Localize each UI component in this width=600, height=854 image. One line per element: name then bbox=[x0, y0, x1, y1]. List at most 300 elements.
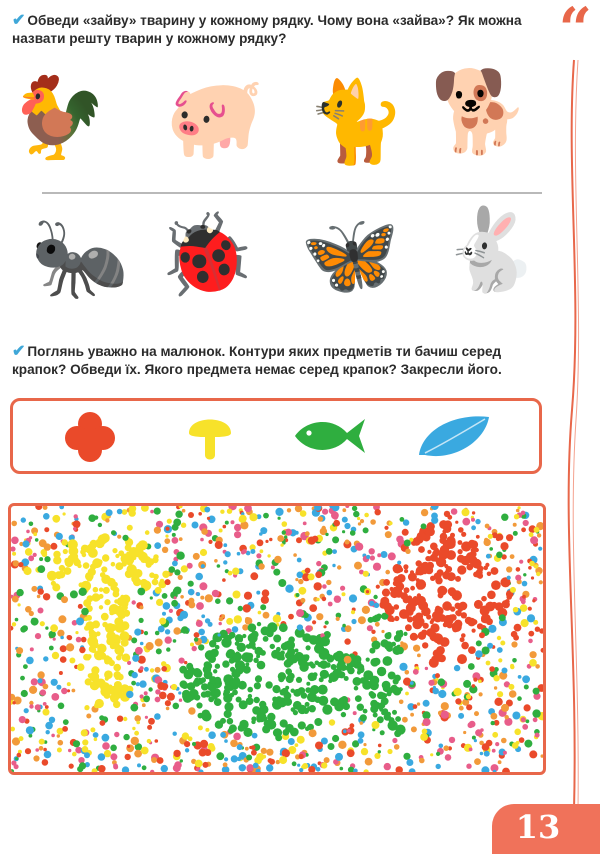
dog-icon[interactable]: 🐕 bbox=[430, 65, 530, 158]
dot bbox=[373, 595, 377, 599]
dot bbox=[23, 664, 28, 669]
dot bbox=[342, 517, 348, 523]
dot bbox=[375, 509, 381, 515]
dot bbox=[316, 767, 321, 772]
ant-icon[interactable]: 🐜 bbox=[30, 211, 130, 304]
dot bbox=[265, 540, 268, 543]
dot bbox=[473, 678, 477, 682]
dot bbox=[355, 695, 362, 702]
dot bbox=[251, 750, 257, 756]
dot bbox=[485, 563, 489, 567]
dot bbox=[37, 565, 45, 573]
dot bbox=[78, 757, 84, 763]
dot bbox=[72, 689, 76, 693]
dot bbox=[403, 564, 408, 569]
dot bbox=[432, 688, 439, 695]
dot bbox=[342, 592, 346, 596]
dot bbox=[132, 600, 136, 604]
dot bbox=[403, 678, 411, 686]
dot bbox=[53, 638, 56, 641]
dot bbox=[340, 586, 345, 591]
dot bbox=[12, 622, 16, 626]
dot bbox=[106, 637, 114, 645]
dot bbox=[226, 597, 233, 604]
fish-icon[interactable] bbox=[293, 413, 369, 459]
dot-pattern-frame[interactable] bbox=[8, 503, 546, 775]
dot bbox=[82, 739, 88, 745]
dot bbox=[494, 686, 497, 689]
dot bbox=[278, 517, 281, 520]
dot bbox=[295, 743, 299, 747]
dot bbox=[421, 509, 428, 516]
dot bbox=[180, 611, 188, 619]
dot bbox=[173, 750, 180, 757]
dot bbox=[90, 564, 96, 570]
dot bbox=[332, 669, 342, 679]
dot bbox=[506, 594, 512, 600]
dot bbox=[221, 637, 231, 647]
butterfly-icon[interactable]: 🦋 bbox=[300, 208, 400, 301]
dot bbox=[514, 729, 521, 736]
dot bbox=[141, 506, 149, 512]
dot bbox=[232, 626, 239, 633]
dot bbox=[372, 721, 380, 729]
dot bbox=[524, 685, 529, 690]
dot bbox=[475, 650, 483, 658]
dot bbox=[20, 676, 25, 681]
dot bbox=[541, 648, 544, 653]
dot bbox=[222, 660, 229, 667]
dot bbox=[51, 693, 59, 701]
dot bbox=[205, 594, 213, 602]
dot bbox=[165, 629, 170, 634]
dot bbox=[325, 533, 328, 536]
dot bbox=[138, 540, 148, 550]
dot bbox=[196, 620, 203, 627]
dot bbox=[103, 587, 110, 594]
dot bbox=[295, 578, 298, 581]
dot bbox=[516, 509, 520, 513]
dot bbox=[35, 506, 42, 510]
dot bbox=[296, 593, 300, 597]
dot bbox=[301, 692, 307, 698]
dot bbox=[299, 663, 308, 672]
leaf-icon[interactable] bbox=[415, 411, 493, 461]
dot bbox=[100, 720, 106, 726]
dot bbox=[167, 519, 172, 524]
dot bbox=[76, 617, 84, 625]
dot bbox=[110, 745, 117, 752]
dot bbox=[342, 508, 346, 512]
dot bbox=[481, 766, 489, 772]
dot bbox=[381, 551, 388, 558]
dot bbox=[349, 594, 357, 602]
dot bbox=[366, 658, 370, 662]
dot bbox=[147, 739, 151, 743]
dot bbox=[74, 514, 78, 518]
dot bbox=[438, 690, 446, 698]
dot bbox=[180, 595, 184, 599]
dot bbox=[150, 770, 154, 772]
dot bbox=[162, 593, 168, 599]
dot bbox=[287, 508, 291, 512]
dot bbox=[165, 527, 169, 531]
dot bbox=[256, 753, 264, 761]
dot bbox=[224, 757, 228, 761]
dot bbox=[198, 629, 205, 636]
dot bbox=[357, 517, 360, 520]
dot bbox=[111, 530, 116, 535]
dot bbox=[366, 555, 370, 559]
dot bbox=[351, 619, 356, 624]
dot bbox=[534, 527, 540, 533]
dot bbox=[75, 631, 78, 634]
dot bbox=[416, 560, 422, 566]
dot bbox=[165, 535, 168, 538]
dot bbox=[129, 547, 139, 557]
dot bbox=[528, 631, 534, 637]
dot bbox=[39, 557, 43, 561]
dot bbox=[15, 757, 18, 760]
dot bbox=[310, 688, 316, 694]
dot bbox=[249, 641, 256, 648]
dot bbox=[43, 656, 48, 661]
dot bbox=[278, 676, 284, 682]
dot bbox=[40, 621, 45, 626]
dot bbox=[283, 641, 291, 649]
dot bbox=[284, 535, 287, 538]
dot bbox=[392, 738, 397, 743]
dot bbox=[70, 541, 77, 548]
cat-icon[interactable]: 🐈 bbox=[306, 75, 406, 168]
dot bbox=[70, 590, 78, 598]
dot bbox=[417, 532, 426, 541]
dot bbox=[237, 552, 241, 556]
dot bbox=[537, 533, 541, 537]
dot bbox=[370, 700, 378, 708]
dot bbox=[249, 513, 257, 521]
rabbit-icon[interactable]: 🐇 bbox=[440, 203, 540, 296]
dot bbox=[309, 635, 319, 645]
dot bbox=[394, 744, 400, 750]
dot bbox=[112, 548, 117, 553]
dot bbox=[512, 658, 517, 663]
dot bbox=[326, 548, 333, 555]
dot bbox=[181, 626, 189, 634]
dot bbox=[62, 726, 68, 732]
dot bbox=[73, 527, 77, 531]
dot bbox=[224, 739, 228, 743]
dot bbox=[223, 762, 228, 767]
dot bbox=[327, 590, 333, 596]
dot bbox=[44, 543, 51, 550]
dot bbox=[418, 601, 428, 611]
dot bbox=[502, 768, 510, 772]
dot bbox=[486, 554, 491, 559]
dot bbox=[29, 704, 33, 708]
mushroom-icon[interactable] bbox=[185, 411, 235, 463]
dot bbox=[528, 607, 532, 611]
dot bbox=[21, 517, 26, 522]
dot bbox=[200, 596, 204, 600]
dot bbox=[336, 617, 340, 621]
dot bbox=[398, 567, 403, 572]
dot bbox=[55, 571, 63, 579]
dot bbox=[237, 757, 241, 761]
dot bbox=[263, 636, 269, 642]
dot bbox=[335, 656, 340, 661]
dot bbox=[208, 731, 216, 739]
dot bbox=[66, 643, 74, 651]
dot bbox=[265, 681, 272, 688]
dot bbox=[322, 705, 332, 715]
dot bbox=[121, 554, 131, 564]
dot bbox=[322, 597, 327, 602]
dot bbox=[18, 562, 23, 567]
dot bbox=[387, 749, 392, 754]
dot bbox=[347, 749, 355, 757]
dot bbox=[25, 548, 33, 556]
dot bbox=[144, 631, 148, 635]
dot bbox=[425, 667, 428, 670]
dot bbox=[466, 764, 471, 769]
dot bbox=[122, 535, 128, 541]
dot bbox=[26, 657, 34, 665]
dot bbox=[216, 752, 224, 760]
dot bbox=[43, 506, 48, 510]
dot bbox=[513, 531, 518, 536]
dot bbox=[113, 587, 119, 593]
dot bbox=[77, 663, 85, 671]
dot bbox=[181, 565, 188, 572]
dot bbox=[482, 743, 490, 751]
dot bbox=[377, 667, 386, 676]
dot bbox=[117, 597, 126, 606]
dot bbox=[396, 631, 403, 638]
dot bbox=[31, 678, 38, 685]
dot bbox=[468, 663, 475, 670]
dot bbox=[60, 656, 67, 663]
dot bbox=[174, 569, 180, 575]
dot bbox=[283, 729, 290, 736]
dot bbox=[449, 737, 455, 743]
dot bbox=[363, 743, 366, 746]
dot bbox=[219, 529, 223, 533]
dot bbox=[91, 666, 99, 674]
dot bbox=[245, 747, 249, 751]
dot bbox=[84, 705, 89, 710]
dot bbox=[151, 757, 157, 763]
dot bbox=[337, 565, 341, 569]
dot bbox=[531, 576, 534, 579]
dot bbox=[375, 622, 380, 627]
dot bbox=[199, 749, 207, 757]
dot bbox=[194, 637, 198, 641]
dot bbox=[38, 588, 44, 594]
dot bbox=[461, 556, 470, 565]
dot bbox=[137, 588, 145, 596]
dot bbox=[276, 647, 281, 652]
dot bbox=[353, 511, 359, 517]
dot bbox=[256, 591, 260, 595]
dot bbox=[410, 713, 414, 717]
dot bbox=[457, 565, 466, 574]
dot bbox=[190, 643, 194, 647]
dot bbox=[370, 555, 375, 560]
dot bbox=[430, 623, 439, 632]
dot bbox=[394, 616, 399, 621]
dot bbox=[248, 694, 252, 698]
dot bbox=[196, 702, 202, 708]
dot bbox=[155, 631, 160, 636]
dot bbox=[57, 630, 64, 637]
dot bbox=[148, 718, 155, 725]
dot bbox=[507, 576, 511, 580]
dot bbox=[263, 513, 269, 519]
dot bbox=[393, 678, 399, 684]
dot bbox=[350, 723, 355, 728]
dot bbox=[403, 519, 409, 525]
dot bbox=[227, 509, 232, 514]
dot bbox=[322, 584, 327, 589]
dot bbox=[521, 527, 526, 532]
dot bbox=[83, 599, 91, 607]
dot bbox=[226, 651, 234, 659]
dot bbox=[501, 738, 507, 744]
dot bbox=[215, 541, 223, 549]
dot bbox=[31, 586, 37, 592]
dot bbox=[322, 526, 326, 530]
dot bbox=[182, 509, 186, 513]
dot bbox=[172, 537, 179, 544]
rooster-icon[interactable]: 🐓 bbox=[8, 71, 108, 164]
dot bbox=[150, 596, 153, 599]
dot bbox=[293, 553, 297, 557]
dot bbox=[363, 769, 368, 772]
dot bbox=[318, 516, 323, 521]
dot bbox=[487, 572, 492, 577]
dot bbox=[404, 540, 411, 547]
dot bbox=[457, 654, 467, 664]
dot bbox=[494, 698, 502, 706]
dot bbox=[233, 591, 241, 599]
dot bbox=[57, 734, 60, 737]
dot bbox=[305, 568, 311, 574]
dot bbox=[140, 642, 144, 646]
dot bbox=[224, 685, 230, 691]
dot bbox=[256, 553, 261, 558]
dot bbox=[200, 538, 204, 542]
pig-icon[interactable]: 🐖 bbox=[165, 71, 265, 164]
dot bbox=[251, 716, 256, 721]
ladybug-icon[interactable]: 🐞 bbox=[156, 208, 256, 301]
dot bbox=[50, 624, 58, 632]
dot bbox=[53, 551, 60, 558]
dot bbox=[501, 704, 509, 712]
dot bbox=[95, 595, 100, 600]
dot bbox=[285, 585, 293, 593]
dot bbox=[104, 599, 110, 605]
dot bbox=[371, 630, 375, 634]
dot bbox=[538, 547, 542, 551]
dot bbox=[383, 656, 393, 666]
dot bbox=[79, 647, 85, 653]
dot bbox=[110, 753, 117, 760]
dot bbox=[217, 564, 221, 568]
dot bbox=[417, 654, 421, 658]
dot bbox=[204, 691, 211, 698]
dot bbox=[230, 667, 235, 672]
dot bbox=[132, 727, 135, 730]
dot bbox=[481, 596, 487, 602]
dot bbox=[146, 642, 154, 650]
row-divider bbox=[42, 192, 542, 194]
dot bbox=[403, 597, 410, 604]
dot bbox=[63, 549, 68, 554]
dot bbox=[297, 764, 300, 767]
dot bbox=[297, 572, 304, 579]
dot bbox=[524, 740, 532, 748]
dot bbox=[220, 510, 224, 514]
dot bbox=[234, 615, 242, 623]
dot bbox=[140, 694, 144, 698]
dot bbox=[476, 535, 480, 539]
dot bbox=[243, 604, 251, 612]
dot bbox=[361, 748, 368, 755]
dot bbox=[31, 618, 39, 626]
dot bbox=[368, 617, 374, 623]
dot bbox=[25, 606, 32, 613]
dot bbox=[338, 741, 346, 749]
dot bbox=[480, 752, 483, 755]
dot bbox=[207, 517, 210, 520]
dot bbox=[437, 569, 444, 576]
dot bbox=[213, 669, 217, 673]
dot bbox=[428, 680, 434, 686]
dot bbox=[330, 697, 339, 706]
dot bbox=[187, 683, 191, 687]
dot bbox=[228, 571, 233, 576]
dot bbox=[234, 531, 241, 538]
dot bbox=[61, 688, 67, 694]
dot bbox=[274, 556, 282, 564]
dot bbox=[165, 636, 172, 643]
dot bbox=[157, 757, 164, 764]
dot bbox=[396, 766, 403, 772]
dot bbox=[362, 606, 370, 614]
dot bbox=[242, 634, 246, 638]
dot bbox=[58, 703, 65, 710]
dot bbox=[412, 615, 420, 623]
dot bbox=[63, 512, 66, 515]
clover-icon[interactable] bbox=[61, 411, 119, 463]
dot bbox=[422, 569, 427, 574]
dot bbox=[161, 666, 167, 672]
dot bbox=[163, 602, 171, 610]
dot bbox=[498, 760, 502, 764]
dot bbox=[298, 579, 303, 584]
dot bbox=[379, 708, 383, 712]
dot bbox=[162, 612, 166, 616]
dot bbox=[229, 632, 236, 639]
dot bbox=[29, 522, 34, 527]
dot-pattern[interactable] bbox=[11, 506, 543, 772]
dot bbox=[251, 745, 256, 750]
dot bbox=[522, 675, 530, 683]
dot bbox=[502, 668, 508, 674]
dot bbox=[499, 614, 506, 621]
dot bbox=[436, 764, 441, 769]
